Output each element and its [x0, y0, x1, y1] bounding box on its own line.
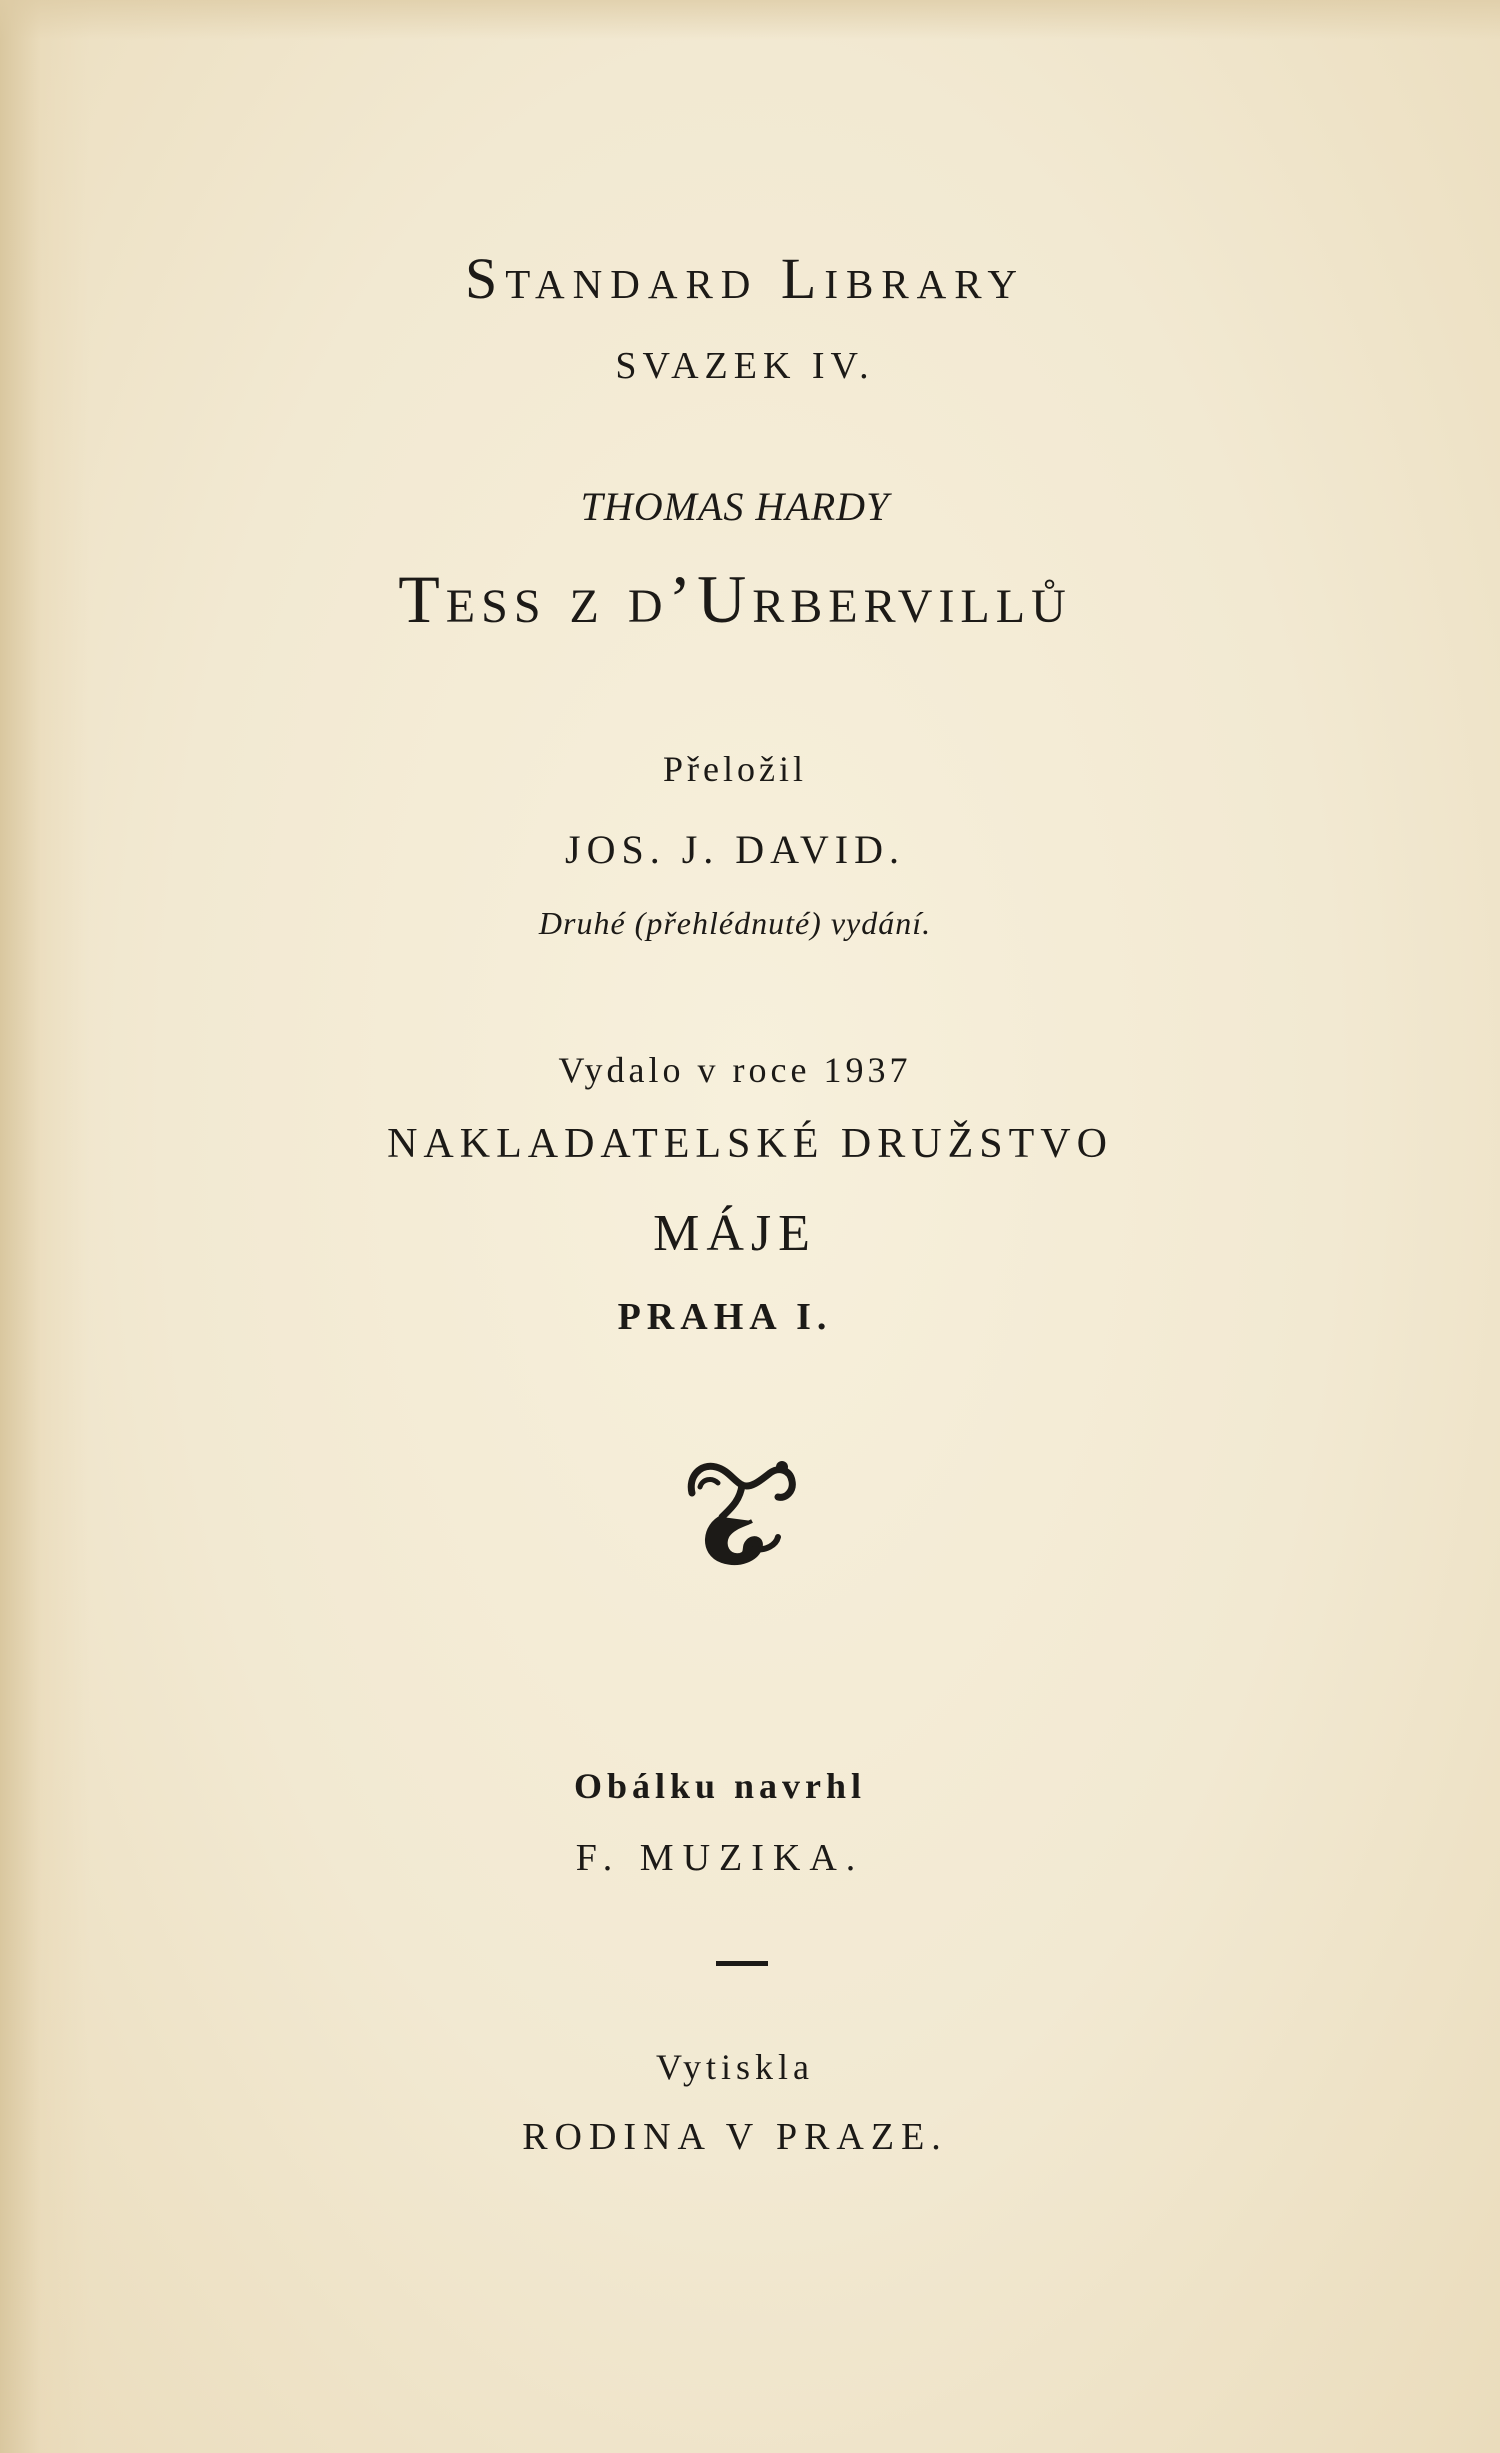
translator-name: JOS. J. DAVID. [565, 827, 905, 872]
publisher-device-icon [682, 1455, 802, 1570]
translated-by-label: Přeložil [663, 749, 807, 789]
publisher-name: MÁJE [653, 1205, 817, 1262]
cover-design-label: Obálku navrhl [573, 1766, 867, 1806]
printer-name: RODINA V PRAZE. [522, 2116, 948, 2158]
page-top-shadow [0, 0, 1500, 40]
publisher-line: NAKLADATELSKÉ DRUŽSTVO [387, 1121, 1113, 1167]
printed-by-label: Vytiskla [655, 2047, 814, 2087]
volume-number: SVAZEK IV. [615, 345, 875, 387]
book-title: Tess z d’Urbervillů [398, 561, 1072, 637]
publication-year-line: Vydalo v roce 1937 [558, 1050, 912, 1090]
cover-artist-name: F. MUZIKA. [575, 1837, 865, 1879]
series-title: Standard Library [465, 246, 1025, 311]
publisher-city: PRAHA I. [617, 1296, 833, 1338]
author-name: THOMAS HARDY [580, 484, 890, 529]
edition-note: Druhé (přehlédnuté) vydání. [538, 905, 932, 941]
divider-rule [716, 1961, 768, 1966]
